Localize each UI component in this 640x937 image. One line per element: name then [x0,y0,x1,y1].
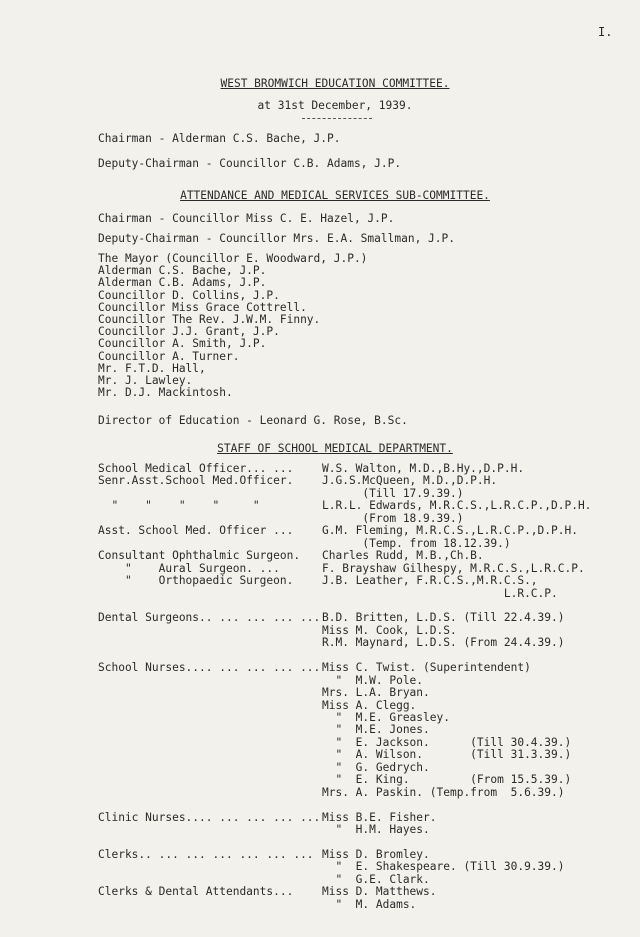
staff-role: Asst. School Med. Officer ... [98,524,294,538]
staff-name: " G.E. Clark. [322,872,430,886]
page-number: I. [598,25,613,39]
staff-role: Senr.Asst.School Med.Officer. [98,474,294,488]
staff-name: " E. King. (From 15.5.39.) [322,773,572,787]
staff-name: " E. Shakespeare. (Till 30.9.39.) [322,860,565,874]
member-item: Councillor J.J. Grant, J.P. [98,325,280,339]
staff-name: Miss B.E. Fisher. [322,810,437,824]
staff-name: Mrs. A. Paskin. (Temp.from 5.6.39.) [322,785,565,799]
member-item: Alderman C.B. Adams, J.P. [98,276,267,290]
staff-name: " M.W. Pole. [322,673,424,687]
staff-name: R.M. Maynard, L.D.S. (From 24.4.39.) [322,636,565,650]
subcommittee-deputy: Deputy-Chairman - Councillor Mrs. E.A. Smallman, J.P. [98,232,455,245]
staff-role: Clerks & Dental Attendants... [98,885,294,899]
staff-name: J.G.S.McQueen, M.D.,D.P.H. [322,474,498,488]
staff-name: G.M. Fleming, M.R.C.S.,L.R.C.P.,D.P.H. [322,524,578,538]
staff-name: " M. Adams. [322,897,417,911]
staff-name: " G. Gedrych. [322,760,430,774]
staff-name: Charles Rudd, M.B.,Ch.B. [322,549,484,563]
staff-name: (Temp. from 18.12.39.) [322,536,511,550]
staff-role: Consultant Ophthalmic Surgeon. [98,549,301,563]
member-item: Mr. F.T.D. Hall, [98,361,206,375]
staff-name: Miss A. Clegg. [322,698,417,712]
staff-name: F. Brayshaw Gilhespy, M.R.C.S.,L.R.C.P. [322,561,585,575]
member-item: The Mayor (Councillor E. Woodward, J.P.) [98,252,368,265]
committee-chairman: Chairman - Alderman C.S. Bache, J.P. [98,132,341,145]
staff-name: " M.E. Jones. [322,723,430,737]
staff-role: " Aural Surgeon. ... [98,561,280,575]
staff-name: W.S. Walton, M.D.,B.Hy.,D.P.H. [322,462,525,475]
staff-title: STAFF OF SCHOOL MEDICAL DEPARTMENT. [217,442,453,455]
staff-name: " H.M. Hayes. [322,823,430,837]
member-item: Councillor A. Turner. [98,349,240,363]
subcommittee-title: ATTENDANCE AND MEDICAL SERVICES SUB-COMMITTEE. [180,189,490,202]
member-item: Alderman C.S. Bache, J.P. [98,264,267,278]
staff-role: " Orthopaedic Surgeon. [98,574,294,588]
staff-role: " " " " " [98,499,260,513]
staff-name: (Till 17.9.39.) [322,486,464,500]
director-line: Director of Education - Leonard G. Rose, B.Sc. [98,414,408,427]
staff-role: School Medical Officer... ... [98,462,294,475]
subcommittee-chairman: Chairman - Councillor Miss C. E. Hazel, J.P. [98,212,395,225]
member-item: Councillor Miss Grace Cottrell. [98,300,307,314]
staff-role: School Nurses.... ... ... ... ... [98,661,321,675]
member-item: Councillor D. Collins, J.P. [98,288,280,302]
date-line: at 31st December, 1939. [257,99,413,112]
divider [302,118,372,119]
staff-name: Mrs. L.A. Bryan. [322,686,430,700]
staff-name: J.B. Leather, F.R.C.S.,M.R.C.S., [322,574,538,588]
staff-name: B.D. Britten, L.D.S. (Till 22.4.39.) [322,611,565,625]
staff-role: Clinic Nurses.... ... ... ... ... [98,810,321,824]
member-item: Mr. J. Lawley. [98,374,193,387]
staff-name: L.R.C.P. [322,586,558,600]
staff-role: Dental Surgeons.. ... ... ... ... [98,611,321,625]
staff-name: Miss C. Twist. (Superintendent) [322,661,531,675]
member-item: Mr. D.J. Mackintosh. [98,386,233,400]
committee-deputy: Deputy-Chairman - Councillor C.B. Adams, J.P. [98,157,402,170]
staff-name: Miss D. Matthews. [322,885,437,899]
staff-name: " M.E. Greasley. [322,711,450,724]
staff-name: Miss M. Cook, L.D.S. [322,623,457,637]
staff-name: (From 18.9.39.) [322,511,464,525]
staff-name: " E. Jackson. (Till 30.4.39.) [322,735,572,749]
member-item: Councillor The Rev. J.W.M. Finny. [98,313,321,326]
document-title: WEST BROMWICH EDUCATION COMMITTEE. [220,77,450,90]
staff-name: L.R.L. Edwards, M.R.C.S.,L.R.C.P.,D.P.H. [322,499,592,513]
staff-name: Miss D. Bromley. [322,847,430,861]
staff-role: Clerks.. ... ... ... ... ... ... [98,847,314,861]
member-item: Councillor A. Smith, J.P. [98,337,267,351]
staff-name: " A. Wilson. (Till 31.3.39.) [322,748,572,762]
